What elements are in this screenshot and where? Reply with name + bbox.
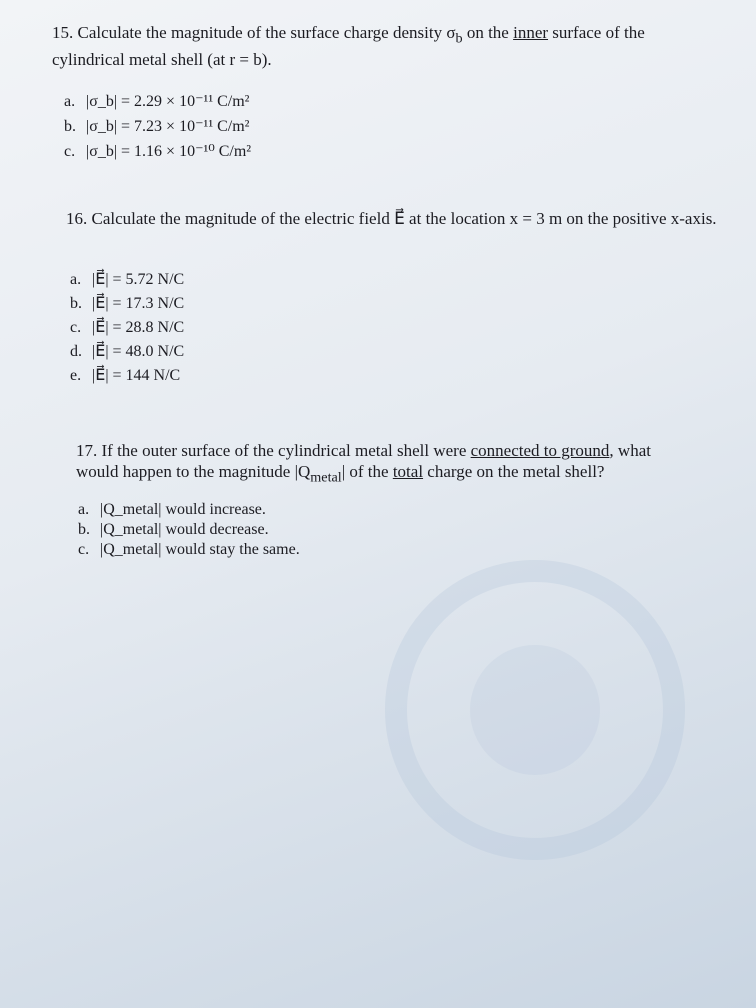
choice-16a xyxy=(70,270,184,290)
underlined-word: total xyxy=(392,462,424,481)
choice-text: |E⃗| = 28.8 N/C xyxy=(92,319,185,336)
choice-letter: c. xyxy=(78,541,90,558)
choice-letter: b. xyxy=(70,295,82,312)
question-number: 16. xyxy=(66,209,88,228)
question-text: Calculate the magnitude of the surface charge density σ xyxy=(77,23,456,42)
bleed-through-inner-circle xyxy=(470,645,600,775)
question-16 xyxy=(66,208,726,229)
question-number: 17. xyxy=(76,441,98,460)
choice-text: |E⃗| = 5.72 N/C xyxy=(92,271,185,288)
question-number: 15. xyxy=(52,23,74,42)
underlined-word: inner xyxy=(513,23,549,42)
choice-16e xyxy=(70,366,180,386)
question-17 xyxy=(76,440,676,488)
choice-letter: c. xyxy=(70,319,82,336)
question-text: | of the xyxy=(341,462,393,481)
choice-16d xyxy=(70,342,184,362)
choice-16c xyxy=(70,318,184,338)
choice-17a xyxy=(78,500,266,520)
choice-text: |E⃗| = 17.3 N/C xyxy=(92,295,185,312)
choice-17c xyxy=(78,540,300,560)
question-text: , what would happen to the magnitude |Q xyxy=(76,441,651,481)
choice-letter: a. xyxy=(70,271,82,288)
subscript: metal xyxy=(310,469,342,486)
underlined-phrase: connected to ground xyxy=(470,441,610,460)
choice-15c xyxy=(64,142,251,162)
choice-text: |E⃗| = 48.0 N/C xyxy=(92,343,185,360)
choice-text: |E⃗| = 144 N/C xyxy=(92,367,181,384)
choice-15a xyxy=(64,92,249,112)
question-15 xyxy=(52,22,712,70)
choice-letter: a. xyxy=(78,501,90,518)
choice-text: |Q_metal| would decrease. xyxy=(100,521,269,538)
choice-letter: a. xyxy=(64,93,76,110)
choice-text: |σ_b| = 1.16 × 10⁻¹⁰ C/m² xyxy=(86,143,252,160)
choice-text: |σ_b| = 2.29 × 10⁻¹¹ C/m² xyxy=(86,93,250,110)
choice-text: |σ_b| = 7.23 × 10⁻¹¹ C/m² xyxy=(86,118,250,135)
choice-15b xyxy=(64,117,249,137)
choice-16b xyxy=(70,294,184,314)
choice-17b xyxy=(78,520,269,540)
choice-text: |Q_metal| would stay the same. xyxy=(100,541,300,558)
subscript: b xyxy=(455,30,463,47)
question-text: charge on the metal shell? xyxy=(423,462,605,481)
question-text: If the outer surface of the cylindrical metal shell were xyxy=(101,441,471,460)
question-text: on the xyxy=(462,23,514,42)
choice-text: |Q_metal| would increase. xyxy=(100,501,266,518)
question-text: Calculate the magnitude of the electric field E⃗ at the location x = 3 m on the positive x-axis. xyxy=(91,209,717,228)
question-text: surface of the cylindrical metal shell (at r = b). xyxy=(52,23,645,70)
choice-letter: d. xyxy=(70,343,82,360)
choice-letter: c. xyxy=(64,143,76,160)
choice-letter: b. xyxy=(64,118,76,135)
choice-letter: e. xyxy=(70,367,82,384)
choice-letter: b. xyxy=(78,521,90,538)
